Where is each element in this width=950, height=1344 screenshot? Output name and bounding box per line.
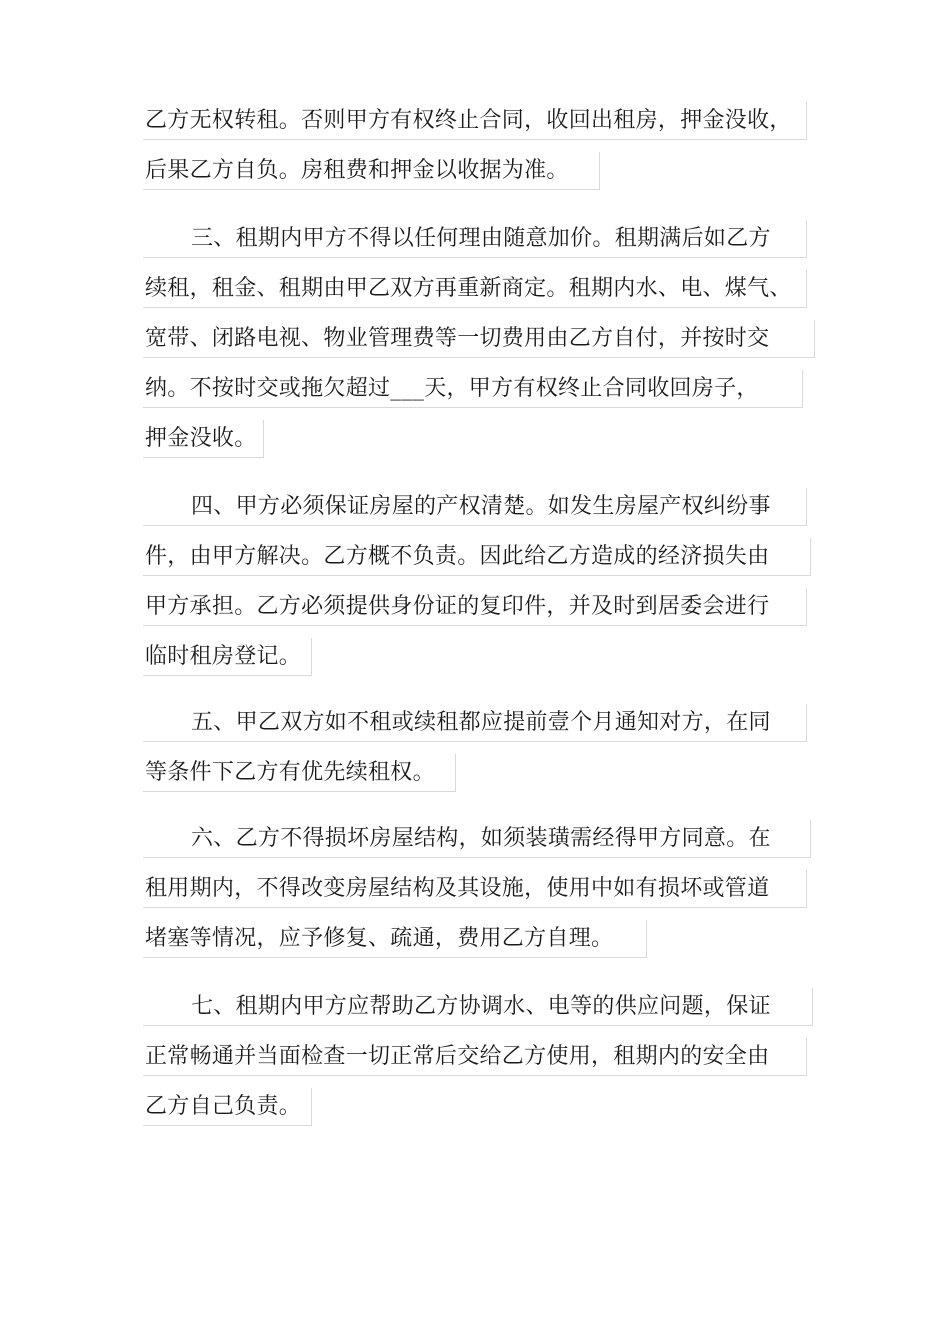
text-line: 乙方自己负责。 — [143, 1088, 312, 1126]
text-line: 乙方无权转租。否则甲方有权终止合同，收回出租房，押金没收， — [143, 102, 807, 140]
text-line: 堵塞等情况，应予修复、疏通，费用乙方自理。 — [143, 920, 647, 958]
text-line: 等条件下乙方有优先续租权。 — [143, 754, 456, 792]
text-line: 三、租期内甲方不得以任何理由随意加价。租期满后如乙方 — [143, 220, 807, 258]
text-line: 押金没收。 — [143, 420, 264, 458]
text-line: 后果乙方自负。房租费和押金以收据为准。 — [143, 152, 600, 190]
text-line: 件，由甲方解决。乙方概不负责。因此给乙方造成的经济损失由 — [143, 538, 811, 576]
text-line: 纳。不按时交或拖欠超过___天，甲方有权终止合同收回房子， — [143, 370, 803, 408]
text-line: 七、租期内甲方应帮助乙方协调水、电等的供应问题，保证 — [143, 988, 813, 1026]
text-line: 续租，租金、租期由甲乙双方再重新商定。租期内水、电、煤气、 — [143, 270, 807, 308]
text-line: 六、乙方不得损坏房屋结构，如须装璜需经得甲方同意。在 — [143, 820, 811, 858]
text-line: 四、甲方必须保证房屋的产权清楚。如发生房屋产权纠纷事 — [143, 488, 807, 526]
text-line: 租用期内，不得改变房屋结构及其设施，使用中如有损坏或管道 — [143, 870, 807, 908]
text-line: 正常畅通并当面检查一切正常后交给乙方使用，租期内的安全由 — [143, 1038, 807, 1076]
text-line: 宽带、闭路电视、物业管理费等一切费用由乙方自付，并按时交 — [143, 320, 815, 358]
text-line: 临时租房登记。 — [143, 638, 312, 676]
text-line: 五、甲乙双方如不租或续租都应提前壹个月通知对方，在同 — [143, 704, 807, 742]
text-line: 甲方承担。乙方必须提供身份证的复印件，并及时到居委会进行 — [143, 588, 807, 626]
